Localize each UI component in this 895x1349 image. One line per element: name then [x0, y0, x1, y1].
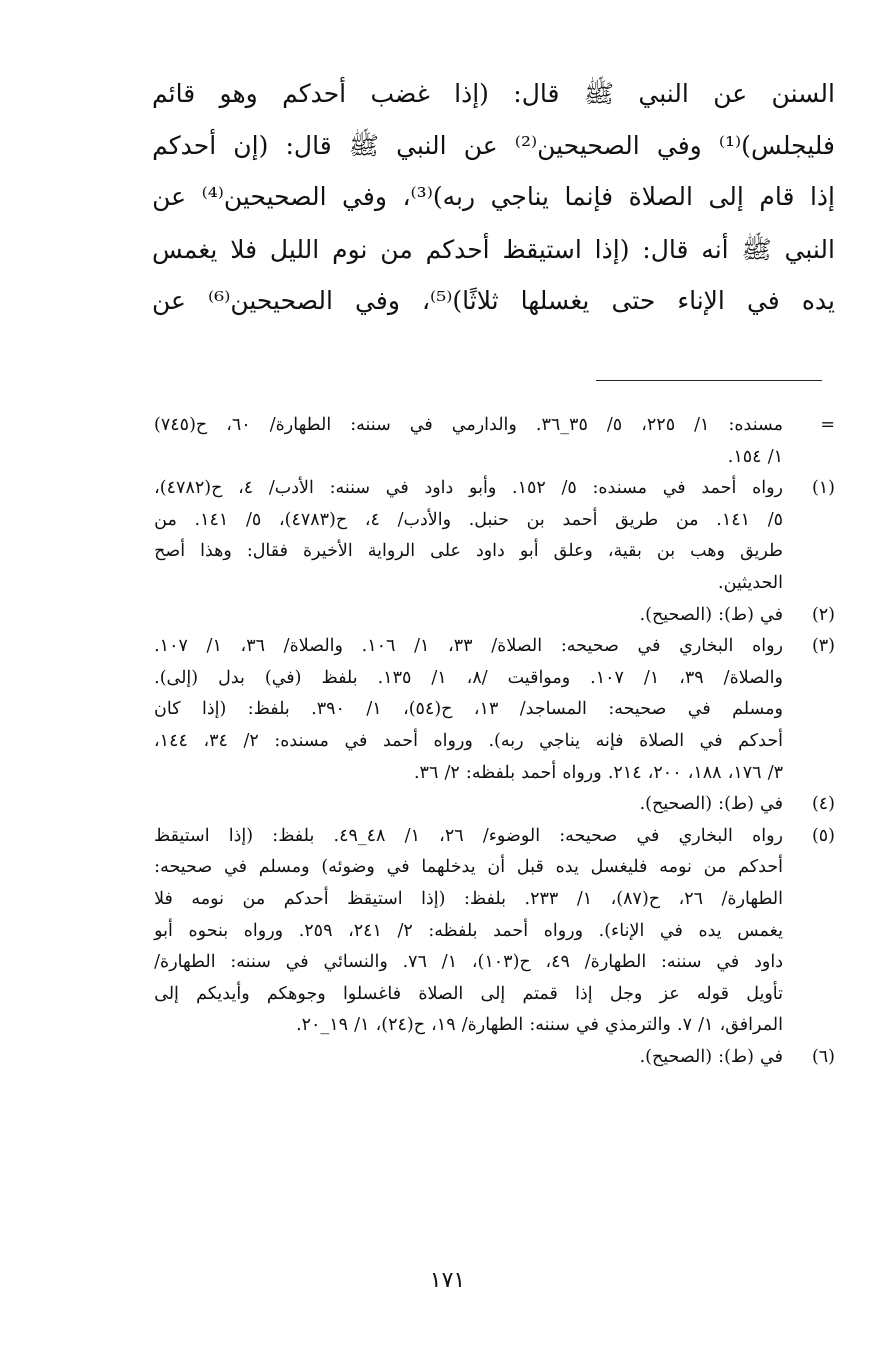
footnote-marker: (٤)	[811, 794, 835, 815]
footnote-text	[154, 631, 783, 789]
footnote-line: ٥/ ١٤١. من طريق أحمد بن حنبل. والأدب/ ٤، ح(٤٧٨٣)، ٥/ ١٤١. من	[154, 509, 783, 530]
footnote	[154, 821, 835, 1042]
footnote-text	[154, 473, 783, 599]
footnote-line: داود في سننه: الطهارة/ ٤٩، ح(١٠٣)، ١/ ٧٦. والنسائي في سننه: الطهارة/	[154, 952, 783, 973]
body-line: فليجلس)⁽¹⁾ وفي الصحيحين⁽²⁾ عن النبي ﷺ قال: (إن أحدكم	[152, 131, 835, 160]
body-line: النبي ﷺ أنه قال: (إذا استيقظ أحدكم من نوم الليل فلا يغمس	[152, 235, 835, 264]
footnote-line: أحدكم في الصلاة فإنه يناجي ربه). ورواه أحمد في مسنده: ٢/ ٣٤، ١٤٤،	[154, 730, 783, 751]
footnote-text	[154, 789, 783, 821]
footnote-line: ومسلم في صحيحه: المساجد/ ١٣، ح(٥٤)، ١/ ٣٩٠. بلفظ: (إذا كان	[154, 699, 783, 720]
footnote	[154, 631, 835, 789]
footnotes	[154, 410, 835, 1073]
footnote-text	[154, 410, 783, 473]
footnote-line: طريق وهب بن بقية، وعلق أبو داود على الرواية الأخيرة فقال: وهذا أصح	[154, 541, 783, 562]
main-text	[152, 78, 835, 338]
footnote	[154, 473, 835, 599]
footnote-line: يغمس يده في الإناء). ورواه أحمد بلفظه: ٢/ ٢٤١، ٢٥٩. ورواه بنحوه أبو	[154, 920, 783, 941]
footnote-text	[154, 600, 783, 632]
footnote-line: رواه أحمد في مسنده: ٥/ ١٥٢. وأبو داود في سننه: الأدب/ ٤، ح(٤٧٨٢)،	[154, 478, 783, 499]
footnote-line: الطهارة/ ٢٦، ح(٨٧)، ١/ ٢٣٣. بلفظ: (إذا استيقظ أحدكم من نومه فلا	[154, 888, 783, 909]
footnote	[154, 600, 835, 632]
footnote-line: في (ط): (الصحيح).	[639, 1046, 783, 1067]
footnote-marker: (٢)	[811, 604, 835, 625]
footnote-line: الحديثين.	[718, 572, 783, 593]
footnote-divider	[596, 380, 822, 381]
body-line: إذا قام إلى الصلاة فإنما يناجي ربه)⁽³⁾، وفي الصحيحين⁽⁴⁾ عن	[152, 182, 835, 211]
footnote	[154, 410, 835, 473]
footnote-line: والصلاة/ ٣٩، ١/ ١٠٧. ومواقيت /٨، ١/ ١٣٥. بلفظ (في) بدل (إلى).	[154, 667, 783, 688]
footnote-line: تأويل قوله عز وجل إذا قمتم إلى الصلاة فاغسلوا وجوهكم وأيديكم إلى	[154, 983, 783, 1004]
footnote-line: رواه البخاري في صحيحه: الوضوء/ ٢٦، ١/ ٤٨_٤٩. بلفظ: (إذا استيقظ	[154, 825, 783, 846]
footnote-line: في (ط): (الصحيح).	[639, 604, 783, 625]
footnote-line: أحدكم من نومه فليغسل يده قبل أن يدخلهما في وضوئه) ومسلم في صحيحه:	[154, 857, 783, 878]
page-number: ١٧١	[429, 1268, 466, 1293]
footnote-line: ١/ ١٥٤.	[727, 446, 783, 467]
footnote-line: المرافق، ١/ ٧. والترمذي في سننه: الطهارة/ ١٩، ح(٢٤)، ١/ ١٩_٢٠.	[296, 1015, 783, 1036]
footnote-line: ٣/ ١٧٦، ١٨٨، ٢٠٠، ٢١٤. ورواه أحمد بلفظه: ٢/ ٣٦.	[413, 762, 783, 783]
footnote-line: مسنده: ١/ ٢٢٥، ٥/ ٣٥_٣٦. والدارمي في سننه: الطهارة/ ٦٠، ح(٧٤٥)	[154, 415, 783, 435]
body-line: السنن عن النبي ﷺ قال: (إذا غضب أحدكم وهو قائم	[152, 79, 835, 108]
footnote-marker: (٥)	[811, 825, 835, 846]
footnote-text	[154, 1042, 783, 1074]
footnote	[154, 1042, 835, 1074]
footnote-marker: =	[820, 415, 835, 435]
footnote-marker: (٣)	[811, 636, 835, 657]
footnote-line: رواه البخاري في صحيحه: الصلاة/ ٣٣، ١/ ١٠٦. والصلاة/ ٣٦، ١/ ١٠٧.	[154, 636, 783, 657]
footnote	[154, 789, 835, 821]
footnote-marker: (١)	[811, 478, 835, 499]
footnote-marker: (٦)	[811, 1046, 835, 1067]
footnote-text	[154, 821, 783, 1042]
body-line: يده في الإناء حتى يغسلها ثلاثًا)⁽⁵⁾، وفي الصحيحين⁽⁶⁾ عن	[152, 286, 835, 315]
footnote-line: في (ط): (الصحيح).	[639, 794, 783, 815]
